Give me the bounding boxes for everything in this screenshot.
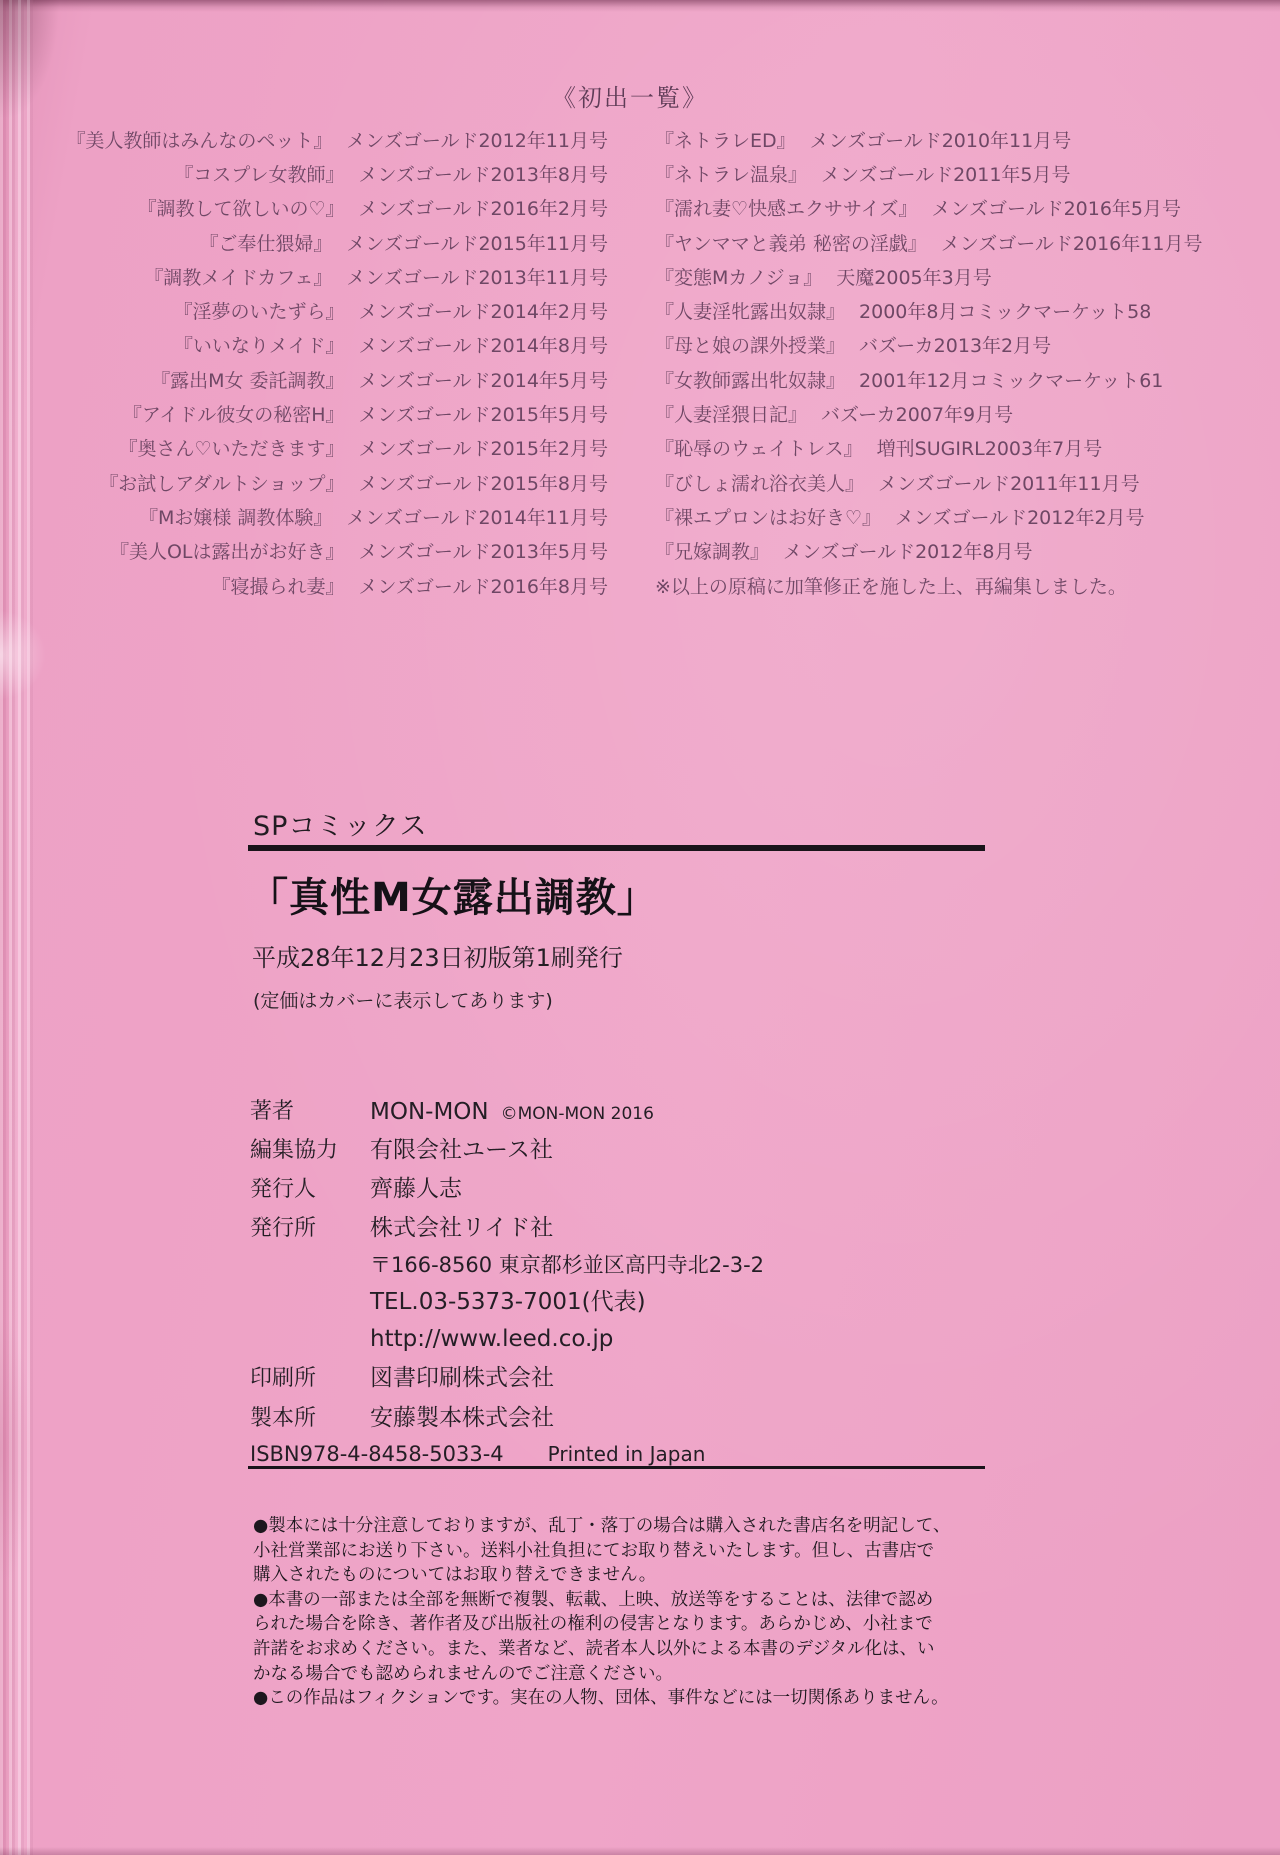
work-title: 『ネトラレ温泉』 [655,163,808,186]
scan-bottom-edge-shadow [0,1847,1280,1855]
credits-block [250,1085,990,1466]
publication-source: メンズゴールド2014年5月号 [358,369,608,392]
credit-value: 齊藤人志 [370,1176,462,1202]
publication-source: メンズゴールド2014年2月号 [358,301,608,324]
publication-source: メンズゴールド2012年11月号 [346,129,608,152]
publication-source: メンズゴールド2016年8月号 [358,575,608,598]
credit-row-publisher-person [250,1164,990,1203]
list-item [48,191,608,225]
credit-label: 著者 [250,1099,295,1124]
publication-source: メンズゴールド2016年2月号 [358,198,608,221]
list-item [48,362,608,396]
publication-source: メンズゴールド2012年8月号 [783,541,1033,564]
first-publication-list-right-column [655,122,1235,602]
work-title: 『美人教師はみんなのペット』 [66,129,333,152]
copyright-notice: ©MON-MON 2016 [500,1104,654,1124]
work-title: 『奥さん♡いただきます』 [118,438,345,461]
credit-row-author [250,1085,990,1125]
publication-source: メンズゴールド2011年5月号 [821,163,1071,186]
list-item [655,499,1235,533]
legal-notice-block [253,1514,953,1711]
work-title: 『調教して欲しいの♡』 [137,198,345,221]
scan-crease [0,1320,30,1580]
notice-line: ●製本には十分注意しておりますが、乱丁・落丁の場合は購入された書店名を明記して、 [253,1516,951,1536]
series-label: SPコミックス [253,811,428,842]
price-note: (定価はカバーに表示してあります) [253,990,553,1012]
credit-row-printer [250,1352,990,1392]
list-item [655,431,1235,465]
work-title: 『寝撮られ妻』 [211,575,345,598]
page-title: 《初出一覧》 [552,84,708,112]
publication-source: メンズゴールド2010年11月号 [809,129,1072,152]
list-item [48,122,608,156]
publication-source: 2000年8月コミックマーケット58 [859,301,1152,324]
credit-value: 株式会社リイド社 [370,1215,554,1241]
isbn-row [250,1432,990,1466]
work-title: 『アイドル彼女の秘密H』 [122,404,345,427]
publication-source: 2001年12月コミックマーケット61 [859,369,1164,392]
publication-source: メンズゴールド2014年11月号 [346,506,608,529]
first-publication-list-left-column [48,122,608,602]
credit-label: 編集協力 [250,1138,339,1163]
printed-in-japan: Printed in Japan [547,1442,706,1466]
list-item [655,259,1235,293]
list-item [48,534,608,568]
credit-value: 有限会社ユース社 [370,1137,553,1163]
publication-source: メンズゴールド2013年11月号 [346,266,608,289]
list-item [655,156,1235,190]
list-item [655,191,1235,225]
credit-label: 製本所 [250,1406,317,1431]
work-title: 『ネトラレED』 [655,129,796,152]
credit-value: MON-MON [370,1099,489,1125]
publication-source: メンズゴールド2014年8月号 [358,335,608,358]
work-title: 『調教メイドカフェ』 [144,266,333,289]
publication-source: メンズゴールド2015年11月号 [346,232,608,255]
work-title: 『恥辱のウェイトレス』 [655,438,863,461]
publication-source: メンズゴールド2016年11月号 [940,232,1203,255]
list-item [655,465,1235,499]
work-title: 『裸エプロンはお好き♡』 [655,506,882,529]
list-item [655,225,1235,259]
credit-label: 発行所 [250,1216,317,1241]
work-title: 『いいなりメイド』 [173,335,345,358]
isbn-number: ISBN978-4-8458-5033-4 [250,1442,504,1466]
notice-line: 許諾をお求めください。また、業者など、読者本人以外による本書のデジタル化は、い [253,1638,935,1659]
book-title: 「真性M女露出調教」 [248,875,658,921]
list-item [48,431,608,465]
publication-source: メンズゴールド2015年8月号 [358,472,608,495]
work-title: 『ご奉仕猥婦』 [199,232,333,255]
edition-line: 平成28年12月23日初版第1刷発行 [252,944,623,972]
work-title: 『母と娘の課外授業』 [655,335,846,358]
notice-line: ●この作品はフィクションです。実在の人物、団体、事件などには一切関係ありません。 [253,1688,949,1709]
list-item [655,362,1235,396]
list-item [48,225,608,259]
list-item [655,396,1235,430]
divider-thick [248,845,985,851]
publication-source: バズーカ2007年9月号 [821,404,1014,427]
list-item [48,328,608,362]
list-item [655,328,1235,362]
credit-value: 安藤製本株式会社 [370,1405,554,1431]
list-item [655,534,1235,568]
work-title: 『変態Mカノジョ』 [655,266,823,289]
list-item [48,568,608,602]
scan-crease [0,610,46,700]
notice-line: 小社営業部にお送り下さい。送料小社負担にてお取り替えいたします。但し、古書店で [253,1540,935,1561]
work-title: 『女教師露出牝奴隷』 [655,369,846,392]
work-title: 『コスプレ女教師』 [174,163,345,186]
publication-source: メンズゴールド2013年5月号 [358,541,608,564]
publication-source: メンズゴールド2015年5月号 [358,404,608,427]
publication-source: メンズゴールド2011年11月号 [878,472,1140,495]
publisher-address: 〒166-8560 東京都杉並区高円寺北2-3-2 [370,1253,765,1277]
list-item [48,293,608,327]
list-item [48,259,608,293]
work-title: 『露出M女 委託調教』 [151,369,345,392]
credit-row-editing [250,1125,990,1164]
publisher-telephone: TEL.03-5373-7001(代表) [370,1289,646,1315]
notice-line: 購入されたものについてはお取り替えできません。 [253,1565,657,1586]
scan-top-edge-shadow [0,0,1280,12]
publication-source: メンズゴールド2012年2月号 [895,506,1145,529]
list-item [48,465,608,499]
publication-source: メンズゴールド2016年5月号 [931,198,1182,221]
credit-value: 図書印刷株式会社 [370,1365,554,1391]
publication-source: 増刊SUGIRL2003年7月号 [876,438,1103,461]
notice-line: かなる場合でも認められませんのでご注意ください。 [253,1663,673,1684]
publisher-url: http://www.leed.co.jp [370,1326,614,1352]
work-title: 『びしょ濡れ浴衣美人』 [655,472,865,495]
work-title: 『人妻淫猥日記』 [655,404,808,427]
work-title: 『美人OLは露出がお好き』 [109,541,345,564]
publication-source: 天魔2005年3月号 [836,266,992,289]
work-title: 『濡れ妻♡快感エクササイズ』 [655,198,918,221]
publication-source: メンズゴールド2015年2月号 [358,438,608,461]
credit-label: 発行人 [250,1177,317,1202]
list-item [655,293,1235,327]
work-title: 『淫夢のいたずら』 [173,301,345,324]
credit-row-publishing-house [250,1203,990,1242]
work-title: 『人妻淫牝露出奴隷』 [655,301,846,324]
work-title: 『Mお嬢様 調教体験』 [138,506,333,529]
divider-thin [248,1466,985,1469]
list-item [48,499,608,533]
list-item [655,122,1235,156]
editorial-note: ※以上の原稿に加筆修正を施した上、再編集しました。 [655,575,1127,598]
publication-source: メンズゴールド2013年8月号 [358,163,608,186]
work-title: 『兄嫁調教』 [655,541,770,564]
publication-source: バズーカ2013年2月号 [859,335,1052,358]
credit-label: 印刷所 [250,1366,317,1391]
credit-row-bindery [250,1392,990,1432]
notice-line: られた場合を除き、著作者及び出版社の権利の侵害となります。あらかじめ、小社まで [253,1614,933,1635]
work-title: 『お試しアダルトショップ』 [99,472,345,495]
notice-line: ●本書の一部または全部を無断で複製、転載、上映、放送等をすることは、法律で認め [253,1589,934,1610]
list-item [48,156,608,190]
work-title: 『ヤンママと義弟 秘密の淫戯』 [655,232,927,255]
list-item [48,396,608,430]
